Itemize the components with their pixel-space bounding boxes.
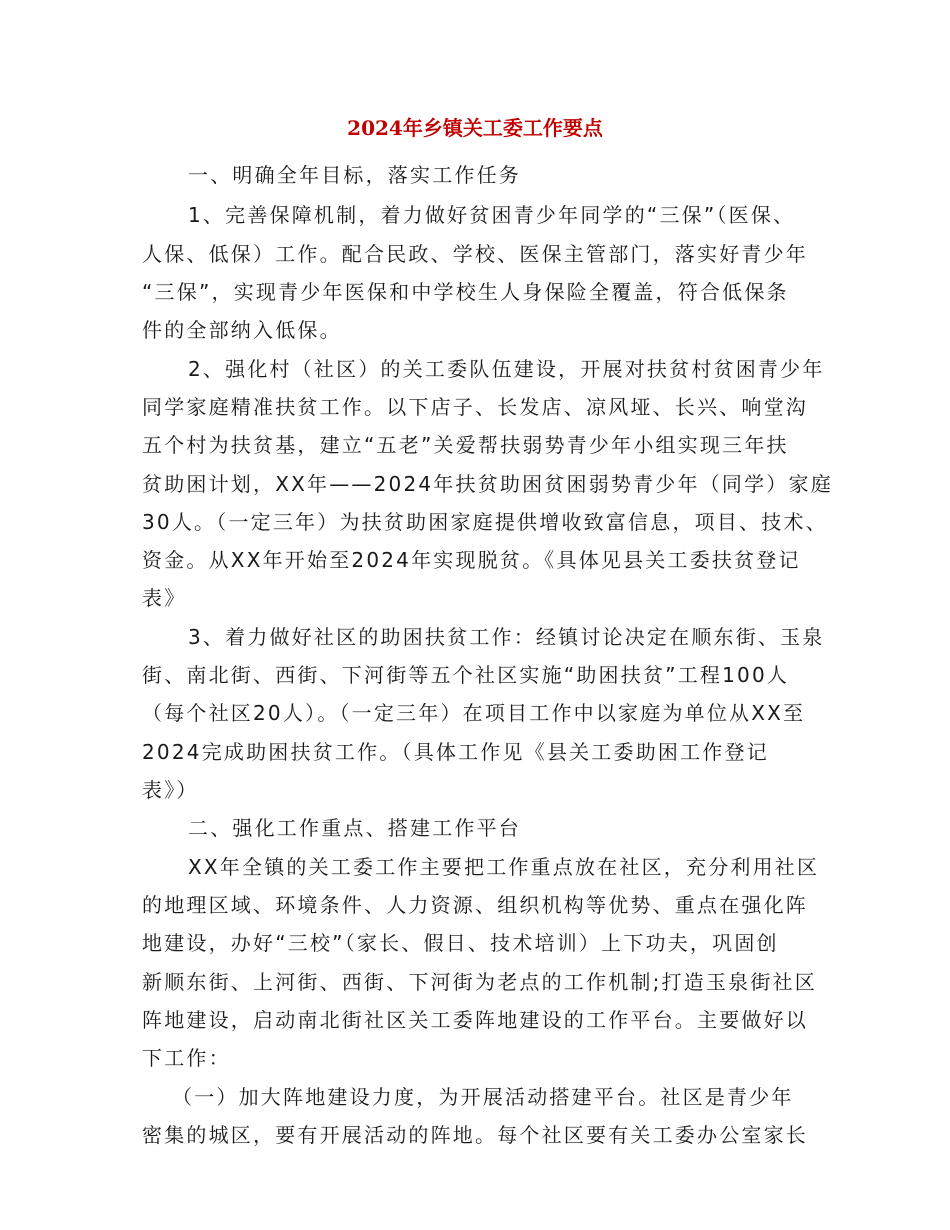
paragraph-line: 30人。（一定三年）为扶贫助困家庭提供增收致富信息，项目、技术、 [142, 510, 828, 534]
paragraph-line: 阵地建设，启动南北街社区关工委阵地建设的工作平台。主要做好以 [142, 1008, 808, 1032]
paragraph-line: 新顺东街、上河街、西街、下河街为老点的工作机制;打造玉泉街社区 [142, 970, 817, 994]
paragraph-line: 2024完成助困扶贫工作。（具体工作见《县关工委助困工作登记 [142, 740, 769, 764]
paragraph-line: 地建设，办好“三校”（家长、假日、技术培训）上下功夫，巩固创 [142, 931, 779, 955]
paragraph-line: 人保、低保）工作。配合民政、学校、医保主管部门，落实好青少年 [142, 242, 808, 266]
paragraph-line: 1、完善保障机制，着力做好贫困青少年同学的“三保”（医保、 [188, 203, 796, 227]
paragraph-line: 的地理区域、环境条件、人力资源、组织机构等优势、重点在强化阵 [142, 893, 808, 917]
paragraph-line: 3、着力做好社区的助困扶贫工作：经镇讨论决定在顺东街、玉泉 [188, 625, 825, 649]
paragraph-line: 密集的城区，要有开展活动的阵地。每个社区要有关工委办公室家长 [142, 1123, 808, 1147]
section-heading: 一、明确全年目标，落实工作任务 [188, 163, 521, 187]
paragraph-line: 2、强化村（社区）的关工委队伍建设，开展对扶贫村贫困青少年 [188, 357, 825, 381]
paragraph-line: 同学家庭精准扶贫工作。以下店子、长发店、凉风垭、长兴、响堂沟 [142, 395, 808, 419]
paragraph-line: 贫助困计划，XX年——2024年扶贫助困贫困弱势青少年（同学）家庭 [142, 472, 833, 496]
paragraph-line: 资金。从XX年开始至2024年实现脱贫。《具体见县关工委扶贫登记 [142, 548, 801, 572]
paragraph-line: 下工作： [142, 1046, 231, 1070]
document-title: 2024年乡镇关工委工作要点 [347, 116, 603, 140]
paragraph-line: （每个社区20人）。（一定三年）在项目工作中以家庭为单位从XX至 [142, 701, 806, 725]
paragraph-line: 街、南北街、西街、下河街等五个社区实施“助困扶贫”工程100人 [142, 663, 790, 687]
paragraph-line: 表》 [142, 586, 187, 610]
paragraph-line: （一）加大阵地建设力度，为开展活动搭建平台。社区是青少年 [172, 1085, 794, 1109]
paragraph-line: 表》） [142, 778, 199, 802]
paragraph-line: “三保”，实现青少年医保和中学校生人身保险全覆盖，符合低保条 [142, 280, 789, 304]
paragraph-line: 五个村为扶贫基，建立“五老”关爱帮扶弱势青少年小组实现三年扶 [142, 433, 789, 457]
paragraph-line: 件的全部纳入低保。 [142, 318, 342, 342]
section-heading: 二、强化工作重点、搭建工作平台 [188, 816, 521, 840]
paragraph-line: XX年全镇的关工委工作主要把工作重点放在社区，充分利用社区 [188, 855, 820, 879]
